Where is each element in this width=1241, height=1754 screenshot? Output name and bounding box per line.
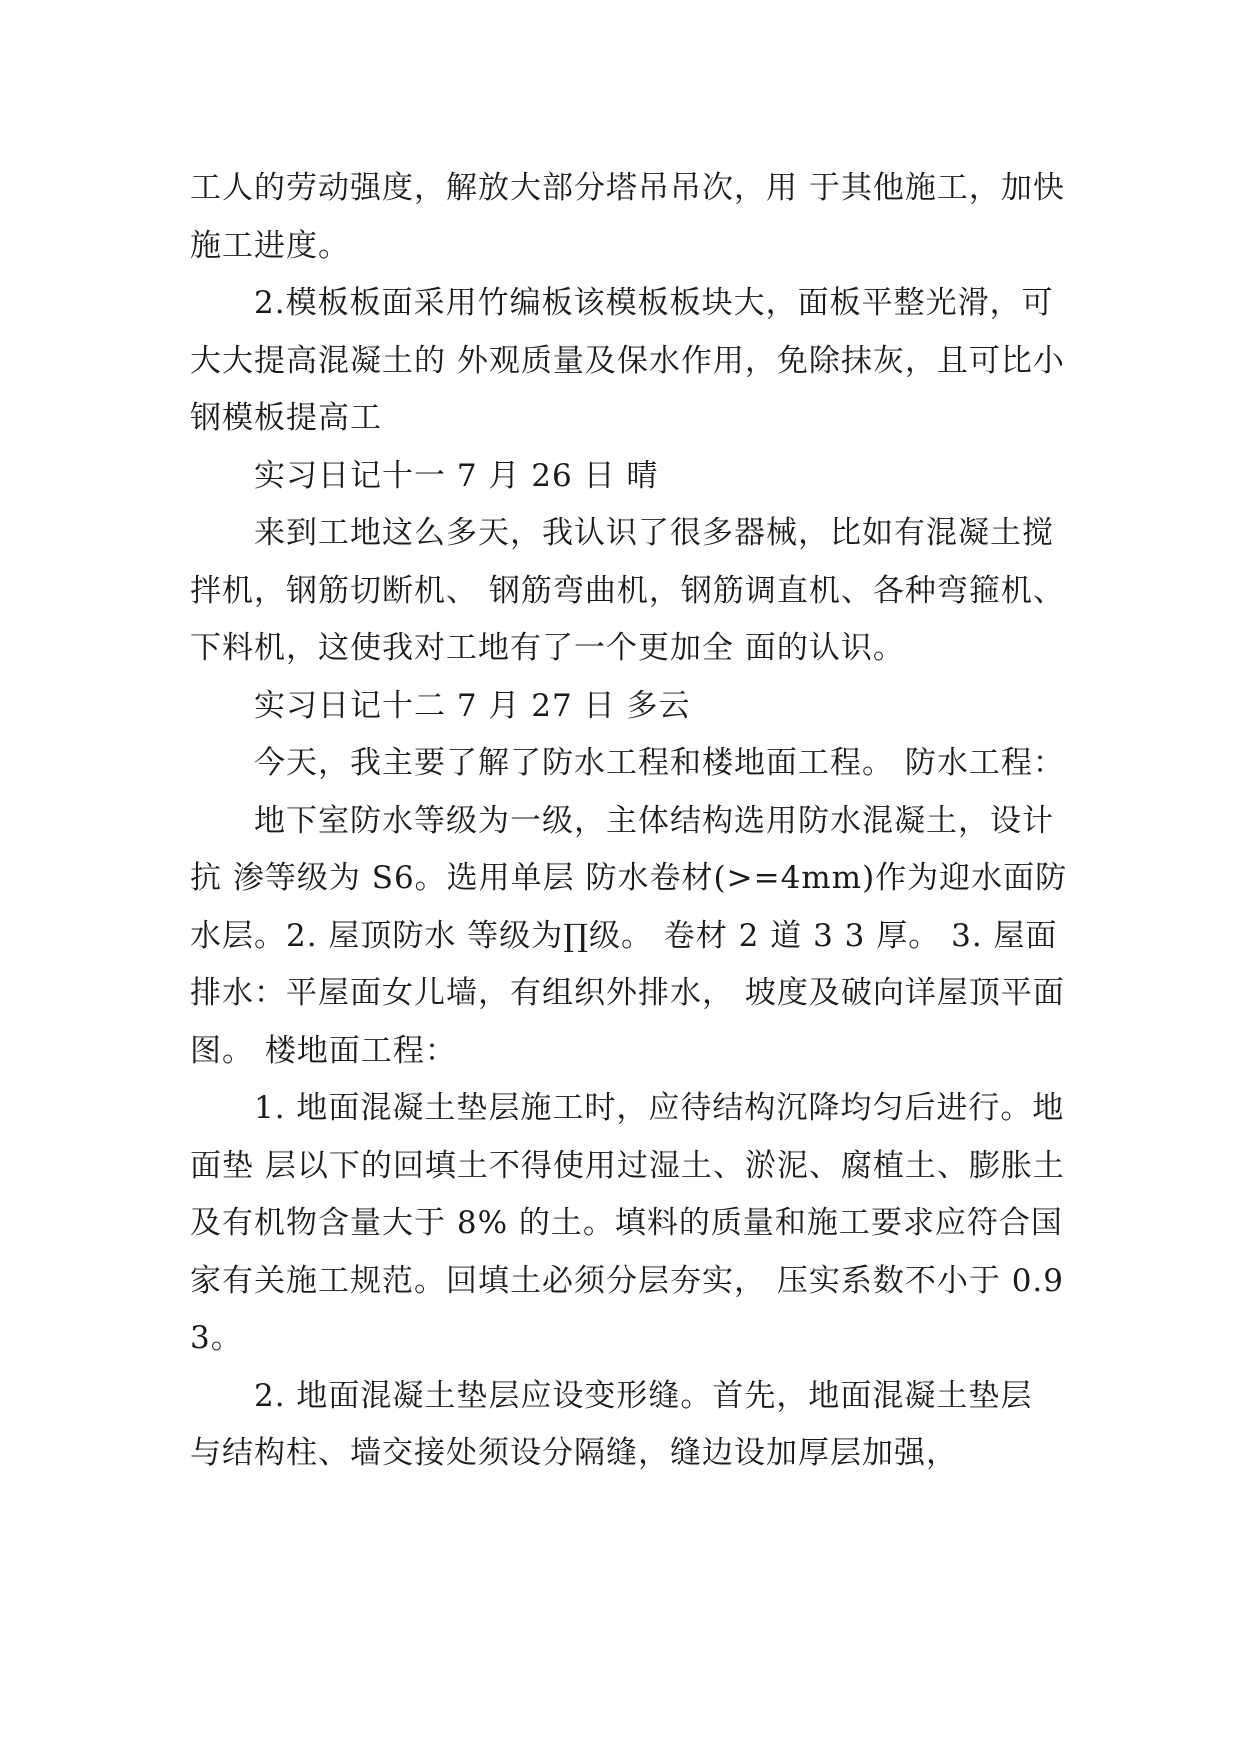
paragraph-7: 2. 地面混凝土垫层应设变形缝。首先，地面混凝土垫层 与结构柱、墙交接处须设分隔缝，缝边设加厚层加强， bbox=[190, 1377, 1033, 1471]
diary-heading-12: 实习日记十二 7 月 27 日 多云 bbox=[254, 687, 691, 724]
paragraph-2: 2.模板板面采用竹编板该模板板块大，面板平整光滑，可大大提高混凝土的 外观质量及保水作用，免除抹灰，且可比小钢模板提高工 bbox=[190, 285, 1065, 436]
diary-heading-11: 实习日记十一 7 月 26 日 晴 bbox=[254, 457, 659, 494]
document-body bbox=[190, 160, 1070, 1483]
paragraph-4: 今天，我主要了解了防水工程和楼地面工程。 防水工程： bbox=[254, 745, 1065, 781]
paragraph-1: 工人的劳动强度，解放大部分塔吊吊次，用 于其他施工，加快施工进度。 bbox=[190, 170, 1065, 264]
paragraph-5: 地下室防水等级为一级，主体结构选用防水混凝土，设计抗 渗等级为 S6。选用单层 防水卷材(>=4mm)作为迎水面防水层。2. 屋顶防水 等级为∏级。 卷材 2 道 3 3 厚。 3. 屋面排水：平屋面女儿墙，有组织外排水， 坡度及破向详屋顶平面图。 楼地面工程： bbox=[190, 802, 1068, 1069]
paragraph-6: 1. 地面混凝土垫层施工时，应待结构沉降均匀后进行。地面垫 层以下的回填土不得使用过湿土、淤泥、腐植土、膨胀土及有机物含量大于 8% 的土。填料的质量和施工要求应符合国家有关施工规范。回填土必须分层夯实， 压实系数不小于 0.93。 bbox=[190, 1090, 1065, 1356]
paragraph-3: 来到工地这么多天，我认识了很多器械，比如有混凝土搅拌机，钢筋切断机、 钢筋弯曲机，钢筋调直机、各种弯箍机、下料机，这使我对工地有了一个更加全 面的认识。 bbox=[190, 515, 1065, 666]
